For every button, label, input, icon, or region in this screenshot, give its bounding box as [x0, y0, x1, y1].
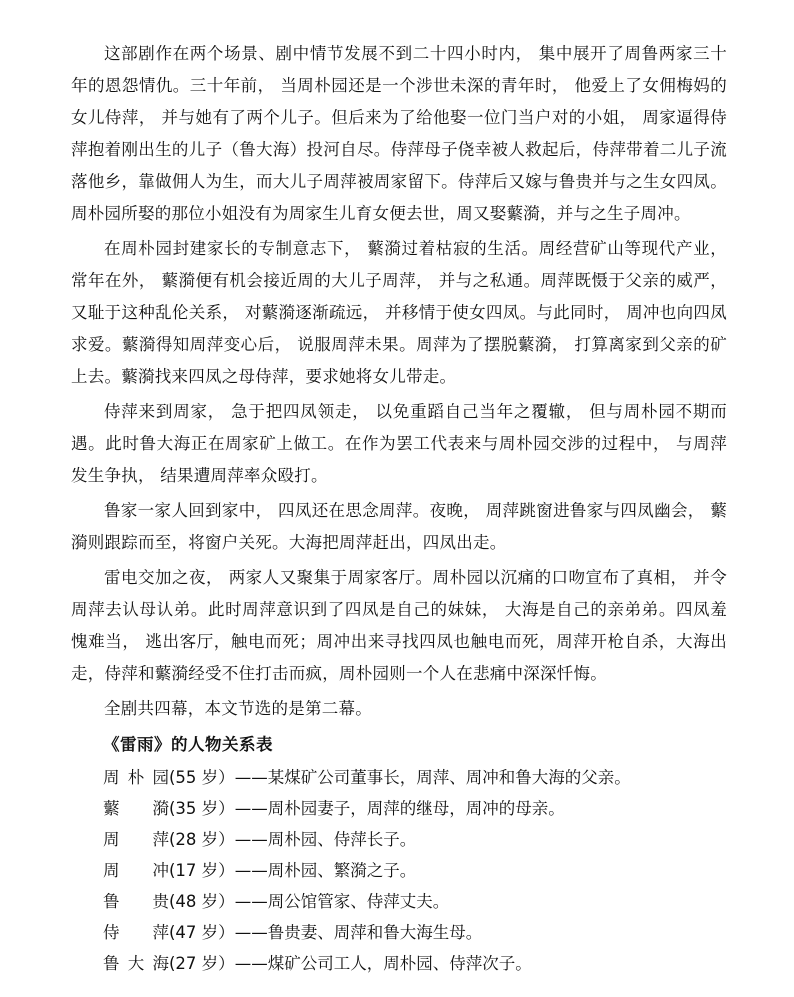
character-age: (47 岁） [169, 923, 235, 942]
character-table-title: 《雷雨》的人物关系表 [103, 735, 273, 754]
paragraph-synopsis-4: 鲁家一家人回到家中， 四凤还在思念周萍。夜晚， 周萍跳窗进鲁家与四凤幽会， 蘩漪则跟踪而至，将窗户关死。大海把周萍赶出，四凤出走。 [71, 501, 727, 552]
character-age: (17 岁） [169, 861, 235, 880]
character-description: ——某煤矿公司董事长，周萍、周冲和鲁大海的父亲。 [234, 768, 631, 787]
character-row [71, 855, 727, 886]
character-name: 周冲 [103, 861, 169, 880]
paragraph-synopsis-5: 雷电交加之夜， 两家人又聚集于周家客厅。周朴园以沉痛的口吻宣布了真相， 并令周萍去认母认弟。此时周萍意识到了四凤是自己的妹妹， 大海是自己的亲弟弟。四凤羞愧难当， 逃出客厅，触电而死；周冲出来寻找四凤也触电而死，周萍开枪自杀，大海出走，侍萍和蘩漪经受不住打击而疯，周朴园则一个人在悲痛中深深忏悔。 [71, 568, 727, 683]
character-description: ——周朴园妻子，周萍的继母，周冲的母亲。 [234, 799, 565, 818]
document-page [71, 38, 727, 979]
character-table [71, 728, 727, 979]
character-row [71, 793, 727, 824]
paragraph-synopsis-3: 侍萍来到周家， 急于把四凤领走， 以免重蹈自己当年之覆辙， 但与周朴园不期而遇。此时鲁大海正在周家矿上做工。在作为罢工代表来与周朴园交涉的过程中， 与周萍发生争执， 结果遭周萍率众殴打。 [71, 402, 727, 485]
character-row [71, 917, 727, 948]
character-name: 蘩漪 [103, 799, 169, 818]
character-row [71, 948, 727, 979]
character-age: (55 岁） [169, 768, 235, 787]
character-description: ——周朴园、繁漪之子。 [234, 861, 417, 880]
character-name: 鲁贵 [103, 892, 169, 911]
character-row [71, 824, 727, 855]
character-name: 鲁大海 [103, 954, 169, 973]
character-description: ——煤矿公司工人，周朴园、侍萍次子。 [234, 954, 532, 973]
character-name: 周萍 [103, 830, 169, 849]
paragraph-act-note: 全剧共四幕，本文节选的是第二幕。 [104, 699, 372, 718]
character-name: 周朴园 [103, 768, 169, 787]
character-row [71, 762, 727, 793]
character-age: (35 岁） [169, 799, 235, 818]
character-description: ——周朴园、侍萍长子。 [234, 830, 417, 849]
character-age: (48 岁） [169, 892, 235, 911]
paragraph-synopsis-1: 这部剧作在两个场景、剧中情节发展不到二十四小时内， 集中展开了周鲁两家三十年的恩怨情仇。三十年前， 当周朴园还是一个涉世未深的青年时， 他爱上了女佣梅妈的女儿侍萍， 并与她有了两个儿子。但后来为了给他娶一位门当户对的小姐， 周家逼得侍萍抱着刚出生的儿子（鲁大海）投河自尽。侍萍母子侥幸被人救起后，侍萍带着二儿子流落他乡，靠做佣人为生，而大儿子周萍被周家留下。侍萍后又嫁与鲁贵并与之生女四凤。周朴园所娶的那位小姐没有为周家生儿育女便去世，周又娶蘩漪，并与之生子周冲。 [71, 44, 727, 223]
character-age: (27 岁） [169, 954, 235, 973]
character-age: (28 岁） [169, 830, 235, 849]
paragraph-synopsis-2: 在周朴园封建家长的专制意志下， 蘩漪过着枯寂的生活。周经营矿山等现代产业， 常年在外， 蘩漪便有机会接近周的大儿子周萍， 并与之私通。周萍既慑于父亲的威严， 又耻于这种乱伦关系， 对蘩漪逐渐疏远， 并移情于使女四凤。与此同时， 周冲也向四凤求爱。蘩漪得知周萍变心后， 说服周萍未果。周萍为了摆脱蘩漪， 打算离家到父亲的矿上去。蘩漪找来四凤之母侍萍，要求她将女儿带走。 [71, 239, 727, 386]
character-description: ——鲁贵妻、周萍和鲁大海生母。 [234, 923, 483, 942]
character-description: ——周公馆管家、侍萍丈夫。 [234, 892, 450, 911]
character-name: 侍萍 [103, 923, 169, 942]
character-row [71, 886, 727, 917]
